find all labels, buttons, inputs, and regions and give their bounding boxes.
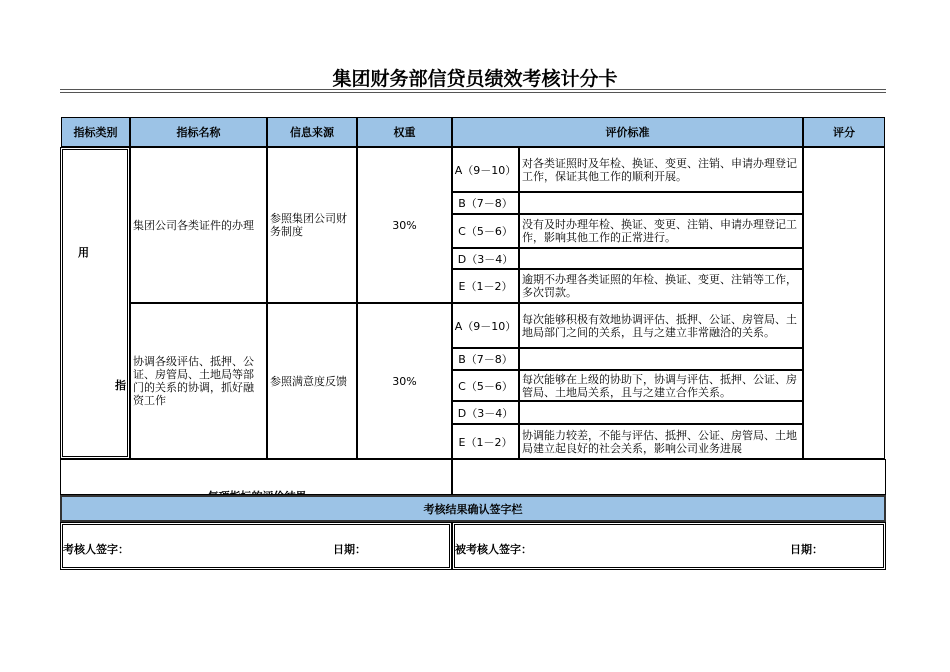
indicator-2-name: 协调各级评估、抵押、公证、房管局、土地局等部门的关系的协调，抓好融资工作	[130, 303, 267, 459]
reviewer-date-label: 日期：	[333, 543, 366, 556]
header-name: 指标名称	[130, 117, 267, 147]
ind1-desc-b	[519, 192, 803, 214]
reviewee-signature-cell[interactable]	[452, 522, 886, 570]
indicator-2-weight: 30%	[357, 303, 452, 459]
header-source: 信息来源	[267, 117, 357, 147]
reviewer-signature-cell[interactable]	[60, 522, 452, 570]
ind2-desc-e: 协调能力较差，不能与评估、抵押、公证、房管局、土地局建立起良好的社会关系，影响公司业务进展	[519, 424, 803, 459]
ind2-grade-b: B（7－8）	[452, 348, 519, 370]
header-criteria: 评价标准	[452, 117, 803, 147]
ind2-desc-d	[519, 401, 803, 424]
ind2-grade-d: D（3－4）	[452, 401, 519, 424]
title-rule-top	[60, 89, 886, 90]
ind2-desc-a: 每次能够积极有效地协调评估、抵押、公证、房管局、土地局部门之间的关系，且与之建立非常融洽的关系。	[519, 303, 803, 348]
header-weight: 权重	[357, 117, 452, 147]
ind2-grade-a: A（9－10）	[452, 303, 519, 348]
indicator-2-source: 参照满意度反馈	[267, 303, 357, 459]
summary-result-cell[interactable]	[452, 459, 886, 495]
indicator-1-name: 集团公司各类证件的办理	[130, 147, 267, 303]
ind1-grade-e: E（1－2）	[452, 269, 519, 303]
ind1-desc-c: 没有及时办理年检、换证、变更、注销、申请办理登记工作，影响其他工作的正常进行。	[519, 214, 803, 248]
ind1-grade-b: B（7－8）	[452, 192, 519, 214]
reviewer-signature-label: 考核人签字：	[63, 543, 129, 556]
score-cell[interactable]	[803, 147, 885, 459]
ind2-grade-c: C（5－6）	[452, 370, 519, 401]
ind1-desc-a: 对各类证照时及年检、换证、变更、注销、申请办理登记工作，保证其他工作的顺利开展。	[519, 147, 803, 192]
category-char-1: 用	[78, 246, 89, 259]
indicator-1-weight: 30%	[357, 147, 452, 303]
ind2-desc-b	[519, 348, 803, 370]
ind1-desc-d	[519, 248, 803, 269]
page-title: 集团财务部信贷员绩效考核计分卡	[332, 68, 618, 90]
header-category: 指标类别	[61, 117, 130, 147]
indicator-1-source: 参照集团公司财务制度	[267, 147, 357, 303]
category-cell	[60, 147, 130, 459]
reviewee-date-label: 日期：	[790, 543, 823, 556]
ind1-desc-e: 逾期不办理各类证照的年检、换证、变更、注销等工作，多次罚款。	[519, 269, 803, 303]
ind1-grade-c: C（5－6）	[452, 214, 519, 248]
confirm-bar: 考核结果确认签字栏	[60, 495, 886, 522]
ind2-desc-c: 每次能够在上级的协助下，协调与评估、抵押、公证、房管局、土地局关系，且与之建立合作关系。	[519, 370, 803, 401]
header-score: 评分	[803, 117, 885, 147]
ind1-grade-a: A（9－10）	[452, 147, 519, 192]
summary-label-cell	[60, 459, 452, 495]
category-char-2: 指	[115, 379, 126, 392]
ind1-grade-d: D（3－4）	[452, 248, 519, 269]
title-rule-bottom	[60, 92, 886, 93]
reviewee-signature-label: 被考核人签字：	[455, 543, 532, 556]
ind2-grade-e: E（1－2）	[452, 424, 519, 459]
